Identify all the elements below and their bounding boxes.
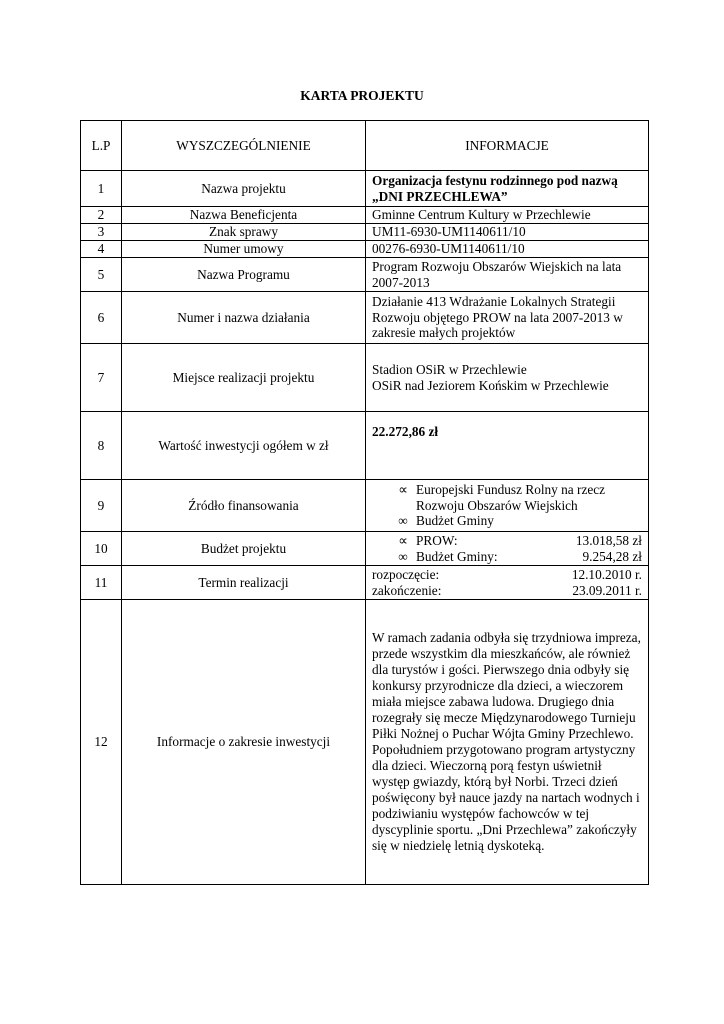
- budget-label: Budżet Gminy:: [416, 548, 498, 564]
- header-description: WYSZCZEGÓLNIENIE: [122, 121, 366, 171]
- row-label: Nazwa Programu: [122, 258, 366, 292]
- table-row: [81, 344, 649, 412]
- funding-text: Budżet Gminy: [416, 513, 494, 529]
- term-end-date: 23.09.2011 r.: [572, 582, 642, 598]
- row-number: 2: [81, 207, 122, 224]
- row-value: [366, 480, 649, 532]
- proportional-icon: ∝: [398, 482, 408, 498]
- table-row: [81, 171, 649, 207]
- row-value: [366, 171, 649, 207]
- row-number: 1: [81, 171, 122, 207]
- row-value: Program Rozwoju Obszarów Wiejskich na lata 2007-2013: [366, 258, 649, 292]
- table-row: [81, 600, 649, 885]
- budget-item: [372, 533, 642, 549]
- row-number: 6: [81, 292, 122, 344]
- row-number: 3: [81, 224, 122, 241]
- row-number: 8: [81, 412, 122, 480]
- row-label: Informacje o zakresie inwestycji: [122, 600, 366, 885]
- term-start: [372, 567, 642, 583]
- term-end: [372, 583, 642, 599]
- funding-text: Europejski Fundusz Rolny na rzecz Rozwoju Obszarów Wiejskich: [416, 482, 606, 513]
- header-lp: L.P: [81, 121, 122, 171]
- budget-item: [372, 549, 642, 565]
- table-row: [81, 566, 649, 600]
- row-number: 7: [81, 344, 122, 412]
- table-row: [81, 258, 649, 292]
- row-value: 00276-6930-UM1140611/10: [366, 241, 649, 258]
- term-start-date: 12.10.2010 r.: [571, 567, 642, 582]
- term-end-label: zakończenie:: [372, 582, 442, 598]
- row-value: Działanie 413 Wdrażanie Lokalnych Strategii Rozwoju objętego PROW na lata 2007-2013 w zakresie małych projektów: [366, 292, 649, 344]
- row-label: Numer umowy: [122, 241, 366, 258]
- row-label: Termin realizacji: [122, 566, 366, 600]
- project-name-line1: Organizacja festynu rodzinnego pod nazwą: [372, 173, 618, 188]
- row-label: Nazwa projektu: [122, 171, 366, 207]
- row-number: 9: [81, 480, 122, 532]
- document-title: KARTA PROJEKTU: [300, 88, 424, 103]
- budget-label: PROW:: [416, 533, 458, 548]
- row-number: 12: [81, 600, 122, 885]
- row-value: [366, 532, 649, 566]
- location-line1: Stadion OSiR w Przechlewie: [372, 362, 527, 377]
- budget-amount: 13.018,58 zł: [575, 533, 642, 548]
- row-label: Znak sprawy: [122, 224, 366, 241]
- row-label: Budżet projektu: [122, 532, 366, 566]
- funding-item: [372, 482, 642, 513]
- row-label: Nazwa Beneficjenta: [122, 207, 366, 224]
- row-value: [366, 566, 649, 600]
- row-number: 5: [81, 258, 122, 292]
- row-value: Gminne Centrum Kultury w Przechlewie: [366, 207, 649, 224]
- row-value: [366, 344, 649, 412]
- project-name-line2: „DNI PRZECHLEWA”: [372, 188, 508, 204]
- table-row: [81, 412, 649, 480]
- row-label: Miejsce realizacji projektu: [122, 344, 366, 412]
- row-value: 22.272,86 zł: [366, 412, 649, 480]
- table-row: [81, 480, 649, 532]
- table-row: [81, 532, 649, 566]
- budget-amount: 9.254,28 zł: [582, 548, 642, 564]
- row-label: Wartość inwestycji ogółem w zł: [122, 412, 366, 480]
- infinity-icon: ∞: [398, 548, 408, 564]
- row-value: UM11-6930-UM1140611/10: [366, 224, 649, 241]
- row-value: W ramach zadania odbyła się trzydniowa impreza, przede wszystkim dla mieszkańców, ale również dla turystów i gości. Pierwszego dnia odbyły się konkursy przyrodnicze dla dzieci, a wieczorem miała miejsce zabawa ludowa. Drugiego dnia rozegrały się mecze Międzynarodowego Turnieju Piłki Nożnej o Puchar Wójta Gminy Przechlewo. Popołudniem przygotowano program artystyczny dla dzieci. Wieczorną porą festyn uświetnił występ gwiazdy, którą był Norbi. Trzeci dzień poświęcony był nauce jazdy na nartach wodnych i podziwianiu występów fachowców w tej dyscyplinie sportu. „Dni Przechlewa” zakończyły się w niedzielę letnią dyskoteką.: [366, 600, 649, 885]
- row-number: 11: [81, 566, 122, 600]
- table-header-row: [81, 121, 649, 171]
- table-row: [81, 224, 649, 241]
- row-number: 10: [81, 532, 122, 566]
- table-row: [81, 207, 649, 224]
- proportional-icon: ∝: [398, 533, 408, 548]
- funding-item: [372, 513, 642, 529]
- infinity-icon: ∞: [398, 513, 408, 529]
- location-line2: OSiR nad Jeziorem Końskim w Przechlewie: [372, 377, 609, 393]
- row-number: 4: [81, 241, 122, 258]
- header-information: INFORMACJE: [366, 121, 649, 171]
- row-label: Numer i nazwa działania: [122, 292, 366, 344]
- project-table: [80, 120, 649, 885]
- table-row: [81, 292, 649, 344]
- table-row: [81, 241, 649, 258]
- term-start-label: rozpoczęcie:: [372, 567, 440, 582]
- row-label: Źródło finansowania: [122, 480, 366, 532]
